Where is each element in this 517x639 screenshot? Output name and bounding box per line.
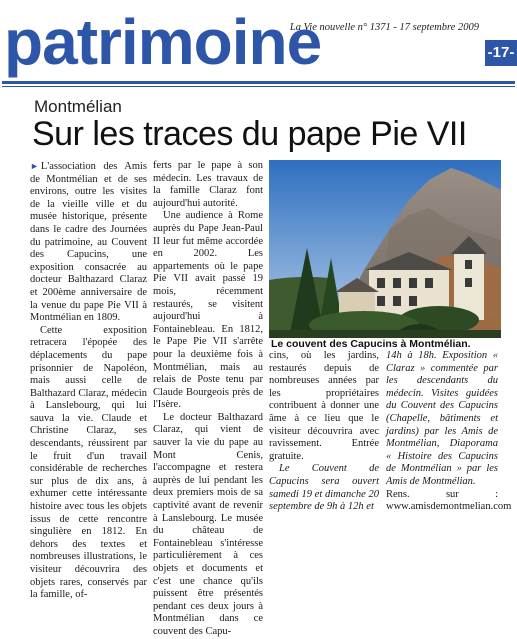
paragraph: Le Couvent de Capucins sera ouvert samedi 19 et dimanche 20 septembre de 9h à 12h et xyxy=(269,463,379,513)
photo-block xyxy=(269,160,501,350)
paragraph-text: L'association des Amis de Montmélian et de ses environs, outre les visites de la vieille ville et du musée historique, présente dans le cadre des Journées du patrimoine, au Couvent des Capucins, une exposition consacrée au docteur Balthazard Claraz et 200ème anniversaire de la venue du pape Pie VII à Montmélian en 1809. xyxy=(30,161,147,324)
website-info: Rens. sur : www.amisdemontmelian.com xyxy=(386,488,512,513)
photo-caption: Le couvent des Capucins à Montmélian. xyxy=(271,338,471,350)
text-column-3 xyxy=(269,350,379,514)
masthead xyxy=(0,0,517,90)
issue-info: La Vie nouvelle n° 1371 - 17 septembre 2009 xyxy=(289,22,479,33)
paragraph: 14h à 18h. Exposition « Claraz » commentée par les descendants du médecin. Visites guidées du Couvent des Capucins (Chapelle, bâtiments et jardins) par les Amis de Montmélian, Diaporama « Histoire des Capucins de Montmélian » par les Amis de Montmélian. xyxy=(386,350,498,487)
paragraph: ferts par le pape à son médecin. Les travaux de la famille Claraz font aujourd'hui autorité. xyxy=(153,160,263,209)
section-title: patrimoine xyxy=(4,6,322,78)
article-headline: Sur les traces du pape Pie VII xyxy=(32,115,467,153)
page-number: -17- xyxy=(485,40,517,66)
paragraph: Une audience à Rome auprès du Pape Jean-Paul II leur fut même accordée en 2002. Les appartements où le pape Pie VII avait passé 19 mois, récemment restaurés, se visitent aujourd'hui à Fontainebleau. En 1812, le Pape Pie VII s'arrête pour la deuxième fois à Montmélian, mais au relais de Poste tenu par Claude Bourgeois près de l'Isère. xyxy=(153,210,263,411)
header-rule xyxy=(2,81,515,84)
paragraph: Le docteur Balthazard Claraz, qui vient de sauver la vie du pape au Mont Cenis, l'accompagne et restera auprès de lui pendant les deux premiers mois de sa captivité avant de revenir à Lanslebourg. Le musée du château de Fontainebleau s'intéresse particulièrement à ces objets et documents et c'est une chance qu'ils puissent être présentés pendant ces deux jours à Montmélian dans ce couvent des Capu- xyxy=(153,411,263,637)
couvent-photo xyxy=(269,160,501,338)
text-column-1 xyxy=(30,160,147,602)
paragraph: cins, où les jardins, restaurés depuis de nombreuses années par les propriétaires contribuent à donner une âme à ce lieu que le visiteur découvrira avec ravissement. Entrée gratuite. xyxy=(269,350,379,462)
text-column-4 xyxy=(386,350,512,514)
bullet-arrow-icon: ► xyxy=(30,161,39,171)
paragraph xyxy=(30,160,147,325)
article-kicker: Montmélian xyxy=(34,97,122,116)
paragraph: Cette exposition retracera l'épopée des déplacements du pape prisonnier de Napoléon, mais aussi celle de Balthazard Claraz, médecin à Lanslebourg, qui lui sauva la vie. Claude et Christine Claraz, ses descendants, réussirent par le fruit d'un travail considérable de recherches sur plus de dix ans, à exhumer cette intéressante histoire avec tous les objets issus de cette rencontre singulière en 1812. En dehors des textes et nombreuses illustrations, le visiteur découvrira des objets rares, conservés par la famille, of- xyxy=(30,324,147,601)
header-rule-thin xyxy=(2,86,515,87)
text-column-2 xyxy=(153,160,263,639)
